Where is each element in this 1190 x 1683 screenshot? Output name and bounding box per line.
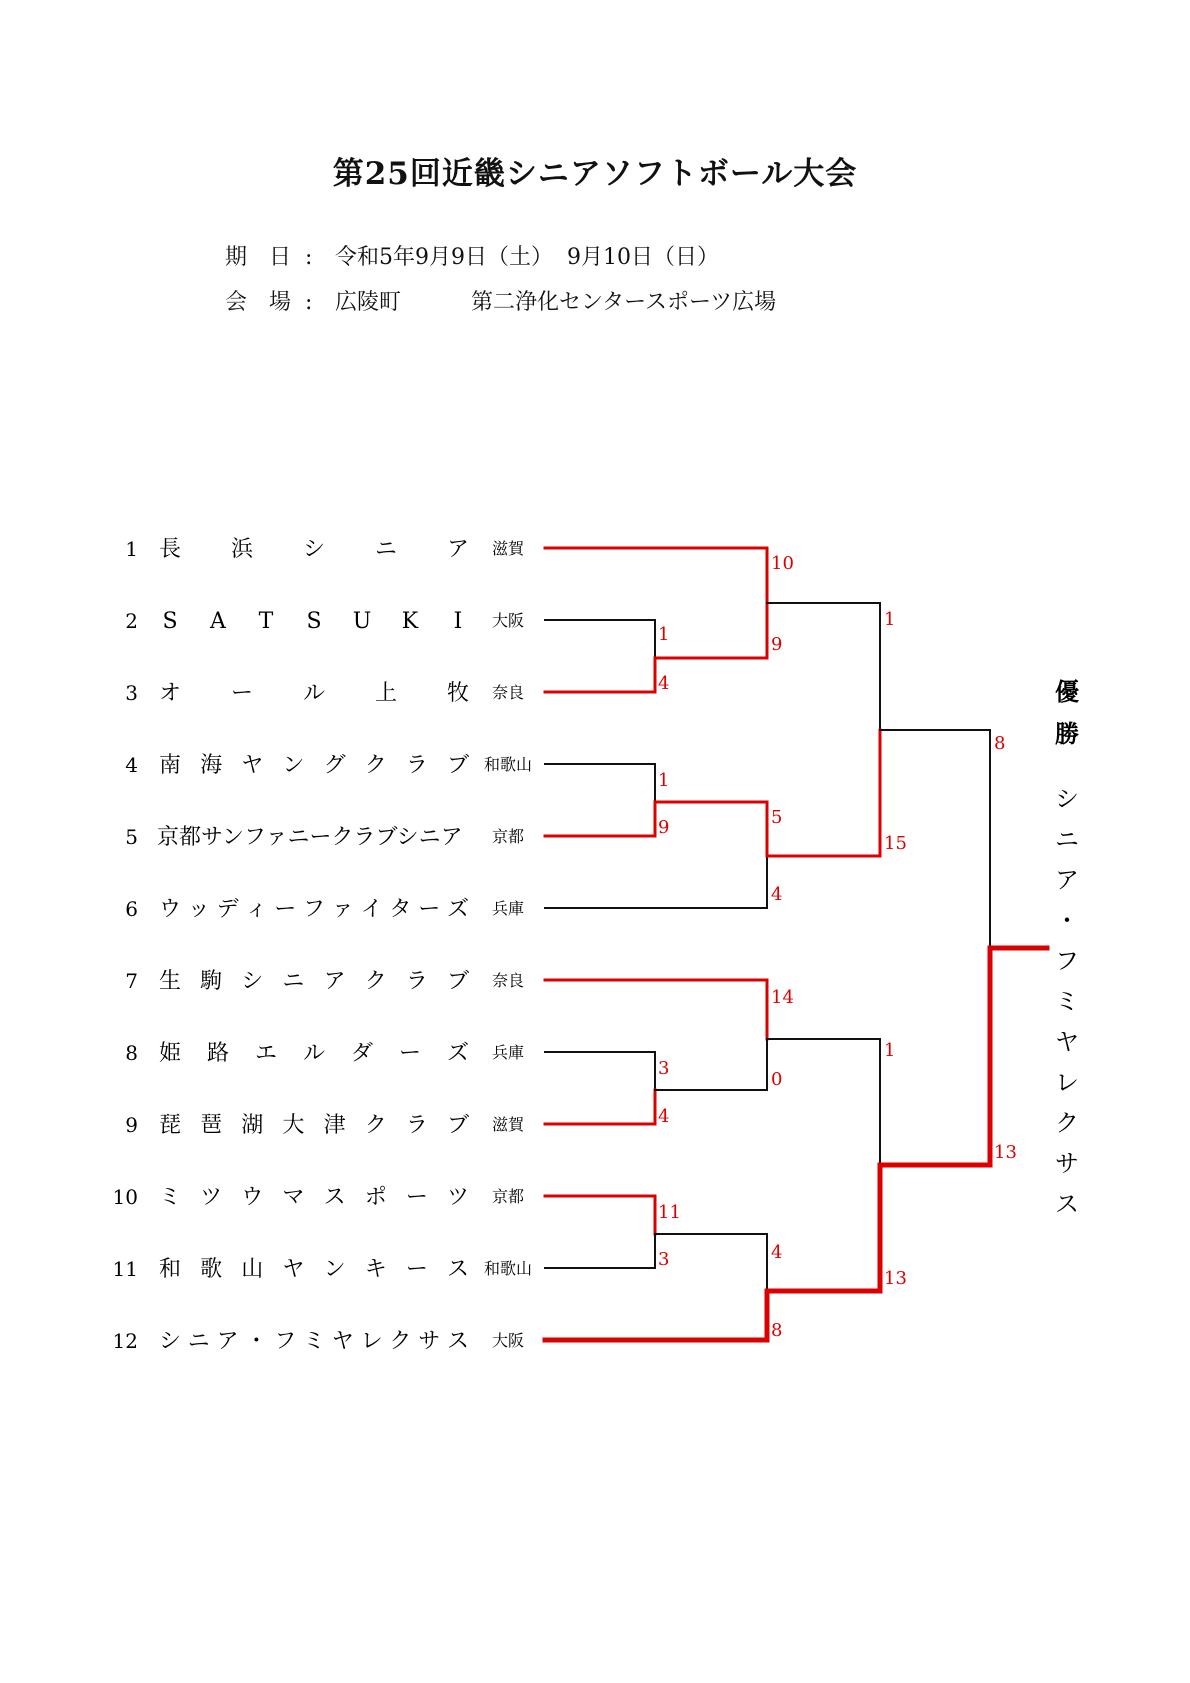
team-prefecture: 兵庫 [491,899,525,918]
team-number: 3 [125,681,138,705]
venue-separator: : [305,290,313,315]
score-label: 8 [771,1320,783,1341]
team-name-char: ル [302,1041,326,1066]
team-name-char: ー [398,1041,422,1066]
team-name-char: ニ [374,537,398,562]
team-name-char: ヤ [282,1257,305,1282]
score-label: 15 [884,833,907,854]
team-name-char: 長 [158,537,182,562]
bracket-line-win [655,603,767,658]
team-row [125,825,524,850]
bracket-line-win [655,802,767,856]
team-name-char: ウ [158,897,182,922]
team-name-char: ァ [331,897,354,922]
team-number: 10 [112,1185,138,1209]
team-name-char: デ [216,897,239,922]
page-title: 第25回近畿シニアソフトボール大会 [332,156,858,192]
champion-name-char: ア [1055,866,1079,894]
bracket-line-lose [655,1234,767,1291]
team-prefecture: 和歌山 [483,1259,533,1278]
team-name-char: 路 [206,1041,230,1066]
team-name-char: I [453,609,463,634]
team-name-char: ッ [187,897,210,922]
score-label: 10 [771,553,794,574]
team-name-char: 歌 [200,1257,223,1282]
team-name-char: キ [364,1257,387,1282]
team-name-char: ウ [241,1185,264,1210]
team-row [113,1185,524,1210]
team-row [125,969,524,994]
team-name-char: ツ [446,1185,470,1210]
team-prefecture: 大阪 [491,611,525,630]
bracket-lines [545,548,1047,1340]
team-number: 11 [112,1257,138,1281]
team-prefecture: 大阪 [491,1331,525,1350]
team-name-char: ポ [364,1185,387,1210]
team-name-char: ラ [405,753,428,778]
team-name-char: T [258,609,274,634]
team-name-char: 湖 [241,1113,264,1138]
team-number: 1 [125,537,138,561]
champion-name-char: ス [1055,1190,1079,1218]
score-label: 3 [658,1249,670,1270]
team-name-char: フ [274,1329,297,1354]
team-name-char: 南 [158,753,182,778]
team-name-char: ニ [187,1329,210,1354]
team-name-char: オ [158,681,182,706]
bracket-line-lose [545,620,655,658]
bracket-line-win [767,1165,880,1291]
bracket-line-win [545,980,767,1039]
score-label: 5 [771,807,783,828]
venue-town: 広陵町 [335,290,402,315]
team-name-char: ヤ [331,1329,354,1354]
team-name-char: ー [405,1185,428,1210]
date-value-day2: 9月10日（日） [567,245,719,270]
team-name-char: ブ [446,1113,470,1138]
score-label: 13 [994,1142,1017,1163]
team-name-char: 和 [158,1257,182,1282]
team-number: 2 [125,609,138,633]
bracket-line-win [545,658,655,692]
champion-name-char: ヤ [1055,1028,1079,1056]
team-name-char: ・ [245,1329,268,1354]
team-name-char: S [306,609,322,634]
team-name-char: ク [364,1113,387,1138]
team-name-char: ク [364,969,387,994]
team-prefecture: 滋賀 [491,1115,525,1134]
team-name-char: マ [282,1185,305,1210]
team-name-char: 津 [323,1113,346,1138]
champion-label-char: 優 [1055,677,1079,706]
champion-name-char: ・ [1055,906,1079,935]
team-name-char: ス [446,1329,470,1354]
champion-name-char: レ [1055,1068,1079,1097]
team-name-char: シ [158,1329,182,1354]
bracket-line-win [545,1090,655,1124]
team-name-char: ブ [446,753,470,778]
team-name-char: ア [446,537,470,562]
score-label: 8 [994,733,1006,754]
team-number: 6 [125,897,138,921]
score-label: 3 [658,1058,670,1079]
score-label: 9 [658,817,670,838]
team-name-char: ク [364,753,387,778]
team-name-char: イ [360,897,383,922]
team-name-char: S [162,609,178,634]
team-name-char: ラ [405,969,428,994]
team-name-char: ク [389,1329,412,1354]
team-name-char: ニ [282,969,305,994]
score-label: 1 [884,1040,896,1061]
team-row [113,1329,524,1354]
team-name-char: ー [418,897,441,922]
team-name-char: ブ [446,969,470,994]
team-name-char: フ [302,897,326,922]
team-name-char: シ [241,969,264,994]
team-name-char: 浜 [230,537,254,562]
team-name-char: ズ [446,897,470,922]
team-prefecture: 兵庫 [491,1043,525,1062]
team-name-char: K [401,609,419,634]
team-name-char: ス [323,1185,346,1210]
score-label: 1 [658,624,670,645]
team-prefecture: 京都 [491,1187,525,1206]
score-label: 4 [771,1242,783,1263]
team-prefecture: 奈良 [491,683,525,702]
team-name-char: U [352,609,372,634]
score-label: 0 [771,1069,783,1090]
score-label: 1 [658,770,670,791]
champion-name-char: フ [1055,947,1079,975]
score-label: 4 [658,1106,670,1127]
team-name-char: 駒 [200,969,223,994]
bracket-line-win [545,1196,655,1234]
date-value-day1: 令和5年9月9日（土） [335,245,553,270]
team-row [125,609,524,634]
team-number: 7 [125,969,138,993]
score-label: 13 [884,1268,907,1289]
team-name-char: 大 [282,1113,305,1138]
team-name-char: 生 [158,969,182,994]
champion-name-char: ク [1055,1109,1079,1137]
bracket-line-win [545,802,655,836]
team-name-char: ミ [158,1185,182,1210]
team-row [125,537,525,562]
score-label: 9 [771,634,783,655]
team-list [113,537,532,1354]
team-prefecture: 奈良 [491,971,525,990]
team-name-char: ィ [245,897,268,922]
bracket-line-win [880,948,990,1165]
team-name-char: ヤ [241,753,264,778]
team-name-char: A [210,609,226,634]
bracket-line-lose [655,1039,767,1090]
bracket-line-lose [545,1052,655,1090]
team-name-char: シ [302,537,326,562]
venue-label: 会 場 [225,290,292,315]
team-prefecture: 滋賀 [491,539,525,558]
bracket-line-lose [545,764,655,802]
team-name-char: 牧 [446,681,470,706]
team-name-char: エ [254,1041,278,1066]
date-label: 期 日 [225,245,292,270]
champion-name-char: サ [1055,1149,1079,1178]
team-number: 8 [125,1041,138,1065]
team-number: 12 [112,1329,138,1353]
team-number: 9 [125,1113,138,1137]
score-labels [658,553,1017,1341]
bracket-line-lose [767,1039,880,1165]
team-name-char: 姫 [158,1041,182,1066]
team-prefecture: 和歌山 [483,755,533,774]
team-name-char: ー [230,681,254,706]
team-name-char: ー [274,897,297,922]
team-prefecture: 京都 [491,827,525,846]
team-name-char: タ [389,897,412,922]
team-name-char: 琵 [158,1113,182,1138]
team-name-char: ン [323,1257,346,1282]
champion-label-char: 勝 [1055,719,1079,748]
venue-facility: 第二浄化センタースポーツ広場 [471,290,777,315]
team-name-char: 琶 [200,1113,223,1138]
team-name-char: 上 [374,681,398,706]
team-name-char: 山 [241,1257,264,1282]
team-name-char: ス [446,1257,470,1282]
team-row [125,1113,525,1138]
team-name-char: レ [360,1329,383,1354]
team-name-char: ダ [350,1041,374,1066]
team-name: 京都サンファニークラブシニア [157,825,463,850]
score-label: 11 [658,1202,681,1223]
bracket-line-win [545,548,767,603]
team-name-char: ン [282,753,305,778]
score-label: 4 [771,884,783,905]
team-name-char: ー [405,1257,428,1282]
bracket-line-lose [767,603,880,730]
bracket-line-win [545,1291,767,1340]
team-row [125,897,524,922]
team-row [113,1257,532,1282]
score-label: 4 [658,673,670,694]
score-label: 1 [884,609,896,630]
team-name-char: ズ [446,1041,470,1066]
bracket-line-lose [545,856,767,908]
champion-block [1055,677,1079,1218]
team-name-char: ミ [302,1329,326,1354]
team-name-char: ラ [405,1113,428,1138]
champion-name-char: シ [1055,785,1079,813]
score-label: 14 [771,987,794,1008]
date-separator: : [305,245,313,270]
team-name-char: ア [216,1329,239,1354]
team-row [125,1041,524,1066]
team-row [125,681,524,706]
team-number: 5 [125,825,138,849]
team-row [125,753,532,778]
team-name-char: サ [418,1329,441,1354]
team-name-char: グ [323,753,346,778]
team-number: 4 [125,753,138,777]
team-name-char: ル [302,681,326,706]
bracket-line-lose [545,1234,655,1268]
champion-name-char: ニ [1055,825,1079,854]
team-name-char: ツ [200,1185,223,1210]
champion-name-char: ミ [1055,987,1079,1016]
team-name-char: 海 [200,753,223,778]
bracket-line-win [767,730,880,856]
team-name-char: ア [323,969,346,994]
